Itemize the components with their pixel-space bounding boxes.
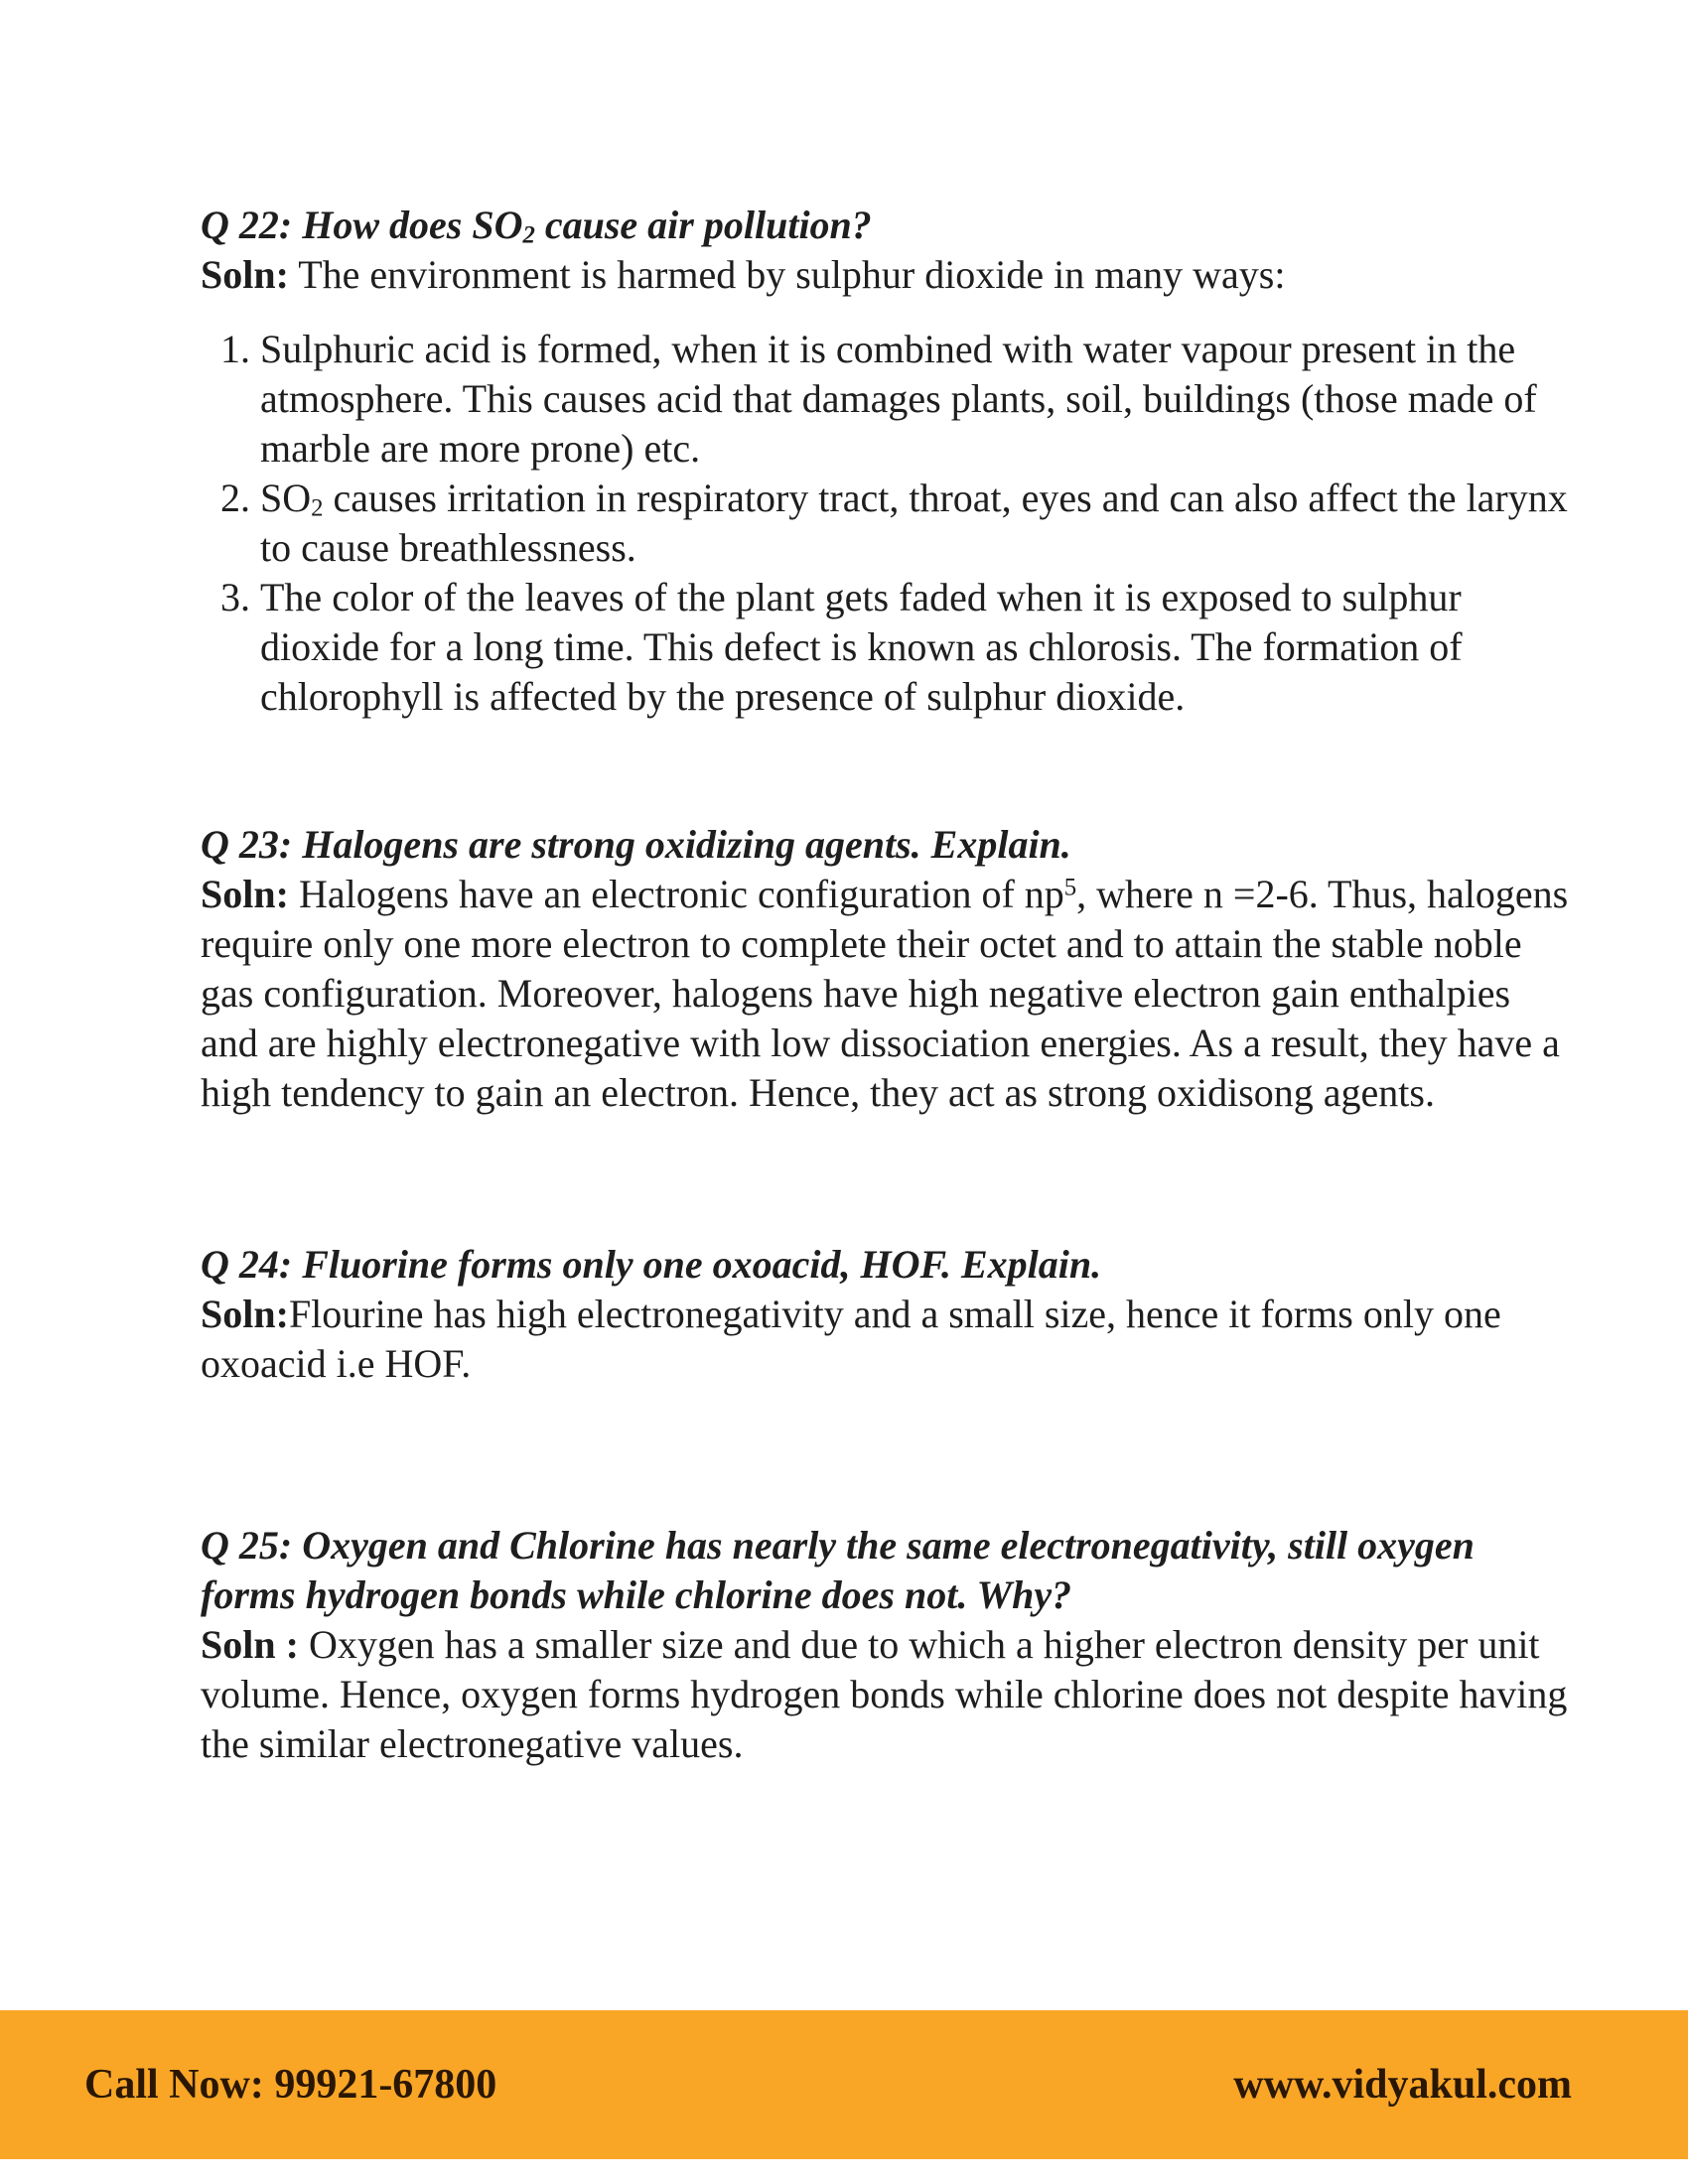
question-24-heading: Q 24: Fluorine forms only one oxoacid, HOF. Explain. [201,1242,1102,1287]
list-item [201,573,1569,722]
section-q25 [201,1521,1569,1769]
list-item [201,474,1569,573]
question-25-solution: Soln : Oxygen has a smaller size and due to which a higher electron density per unit volume. Hence, oxygen forms hydrogen bonds while chlorine does not despite having the similar electronegative values. [201,1622,1568,1766]
list-item-text: Sulphuric acid is formed, when it is combined with water vapour present in the atmosphere. This causes acid that damages plants, soil, buildings (those made of marble are more prone) etc. [260,327,1537,471]
list-item-text: $SO_2$ causes irritation in respiratory tract, throat, eyes and can also affect the larynx to cause breathlessness. [260,476,1568,570]
question-22-heading: Q 22: How does $SO_2$ cause air pollution? [201,203,872,249]
question-23-heading: Q 23: Halogens are strong oxidizing agents. Explain. [201,822,1071,867]
list-item-text: The color of the leaves of the plant gets faded when it is exposed to sulphur dioxide for a long time. This defect is known as chlorosis. The formation of chlorophyll is affected by the presence of sulphur dioxide. [260,575,1463,719]
question-24-solution: Soln:Flourine has high electronegativity and a small size, hence it forms only one oxoacid i.e HOF. [201,1292,1501,1386]
section-q23 [201,820,1569,1118]
call-now-text: Call Now: 99921-67800 [84,2062,497,2108]
question-22-solution-intro: Soln: The environment is harmed by sulphur dioxide in many ways: [201,252,1286,297]
website-text: www.vidyakul.com [1233,2062,1572,2108]
question-23-solution: Soln: Halogens have an electronic configuration of $np^5$, where n =2-6. Thus, halogens require only one more electron to complete their octet and to attain the stable noble gas configuration. Moreover, halogens have high negative electron gain enthalpies and are highly electronegative with low dissociation energies. As a result, they have a high tendency to gain an electron. Hence, they act as strong oxidisong agents. [201,872,1569,1115]
solution-list [201,325,1569,722]
list-item [201,325,1569,474]
footer-bar [0,2010,1688,2159]
section-q24 [201,1240,1569,1389]
list-number: 2. [220,476,250,520]
question-25-heading: Q 25: Oxygen and Chlorine has nearly the same electronegativity, still oxygen forms hydrogen bonds while chlorine does not. Why? [201,1523,1475,1617]
section-q22 [201,201,1569,722]
list-number: 3. [220,575,250,619]
list-number: 1. [220,327,250,371]
